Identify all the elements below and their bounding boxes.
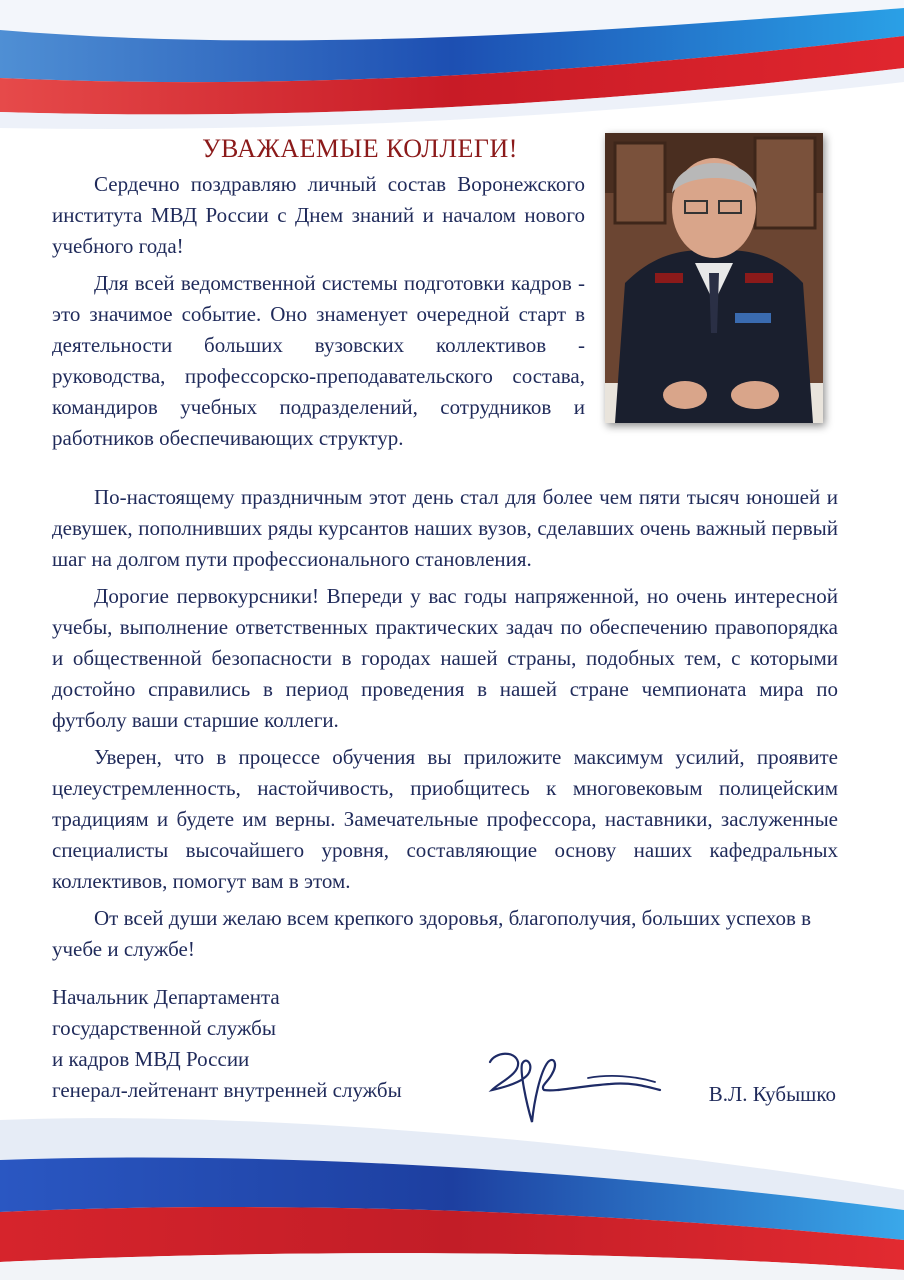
signer-position-line: государственной службы bbox=[52, 1016, 276, 1040]
signer-position-line: Начальник Департамента bbox=[52, 985, 280, 1009]
handwritten-signature bbox=[470, 1042, 670, 1130]
paragraph-first-year: Дорогие первокурсники! Впереди у вас годы напряженной, но очень интересной учебы, выполнение ответственных практических задач по обеспечению правопорядка и общественной безопасности в городах нашей страны, подобных тем, с которыми достойно справились в период проведения в нашей стране чемпионата мира по футболу ваши старшие коллеги. bbox=[52, 584, 838, 732]
signer-position-line: и кадров МВД России bbox=[52, 1047, 250, 1071]
letter-body-main bbox=[52, 482, 838, 971]
letter-body-top bbox=[52, 169, 585, 460]
letter-title: УВАЖАЕМЫЕ КОЛЛЕГИ! bbox=[202, 134, 518, 163]
portrait-photo bbox=[605, 133, 823, 423]
flag-ribbon-top bbox=[0, 0, 904, 140]
flag-ribbon-bottom bbox=[0, 1100, 904, 1280]
paragraph-cadets: По-настоящему праздничным этот день стал для более чем пяти тысяч юношей и девушек, пополнивших ряды курсантов наших вузов, сделавших очень важный первый шаг на долгом пути профессионального становления. bbox=[52, 485, 838, 571]
signer-position-line: генерал-лейтенант внутренней службы bbox=[52, 1078, 402, 1102]
signer-position bbox=[52, 982, 472, 1106]
paragraph-confidence: Уверен, что в процессе обучения вы приложите максимум усилий, проявите целеустремленность, настойчивость, приобщитесь к многовековым полицейским традициям и будете им верны. Замечательные профессора, наставники, заслуженные специалисты высочайшего уровня, составляющие основу наших кафедральных коллективов, помогут вам в этом. bbox=[52, 745, 838, 893]
paragraph-wishes: От всей души желаю всем крепкого здоровья, благополучия, больших успехов в учебе и службе! bbox=[52, 906, 812, 961]
paragraph-event: Для всей ведомственной системы подготовки кадров - это значимое событие. Оно знаменует очередной старт в деятельности больших вузовских коллективов - руководства, профессорско-преподавательского состава, командиров учебных подразделений, сотрудников и работников обеспечивающих структур. bbox=[52, 271, 585, 450]
paragraph-greeting: Сердечно поздравляю личный состав Воронежского института МВД России с Днем знаний и началом нового учебного года! bbox=[52, 172, 585, 258]
signer-name: В.Л. Кубышко bbox=[708, 1082, 836, 1106]
